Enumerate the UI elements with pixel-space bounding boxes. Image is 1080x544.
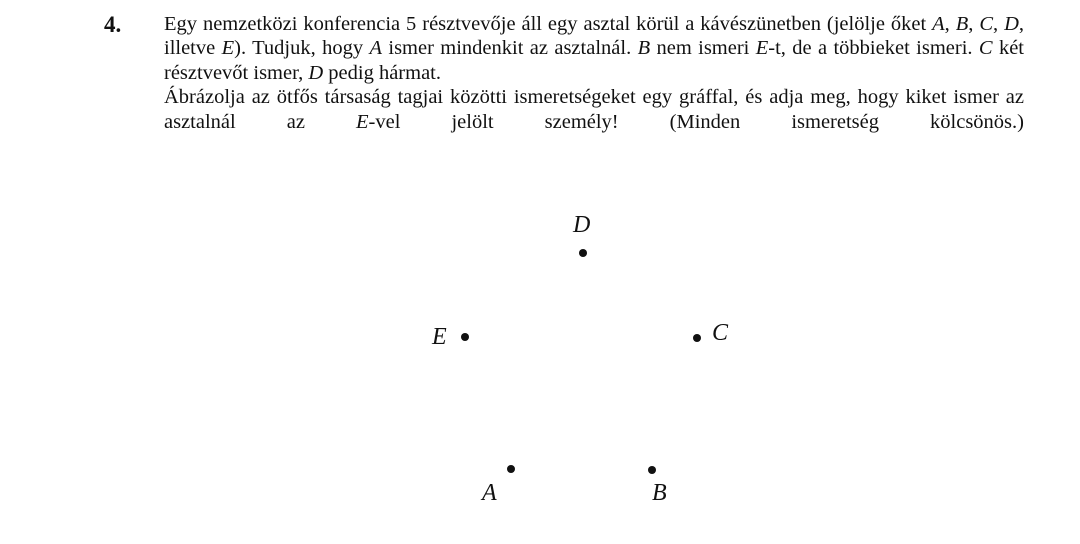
vertex-a-dot — [507, 465, 515, 473]
variable-letter: E — [356, 110, 369, 133]
variable-letter: B — [955, 13, 969, 35]
vertex-c-label: C — [712, 320, 729, 346]
vertex-e-dot — [461, 333, 469, 341]
variable-letter: A — [369, 37, 382, 60]
problem-text — [164, 12, 1024, 134]
variable-letter: E — [221, 37, 235, 60]
variable-letter: A — [932, 13, 945, 35]
vertex-e-label: E — [432, 324, 447, 350]
variable-letter: D — [308, 61, 324, 84]
variable-letter: B — [637, 37, 651, 60]
variable-letter: C — [978, 37, 993, 60]
vertex-c-dot — [693, 334, 701, 342]
vertex-b-dot — [648, 466, 656, 474]
variable-letter: C — [979, 13, 994, 35]
variable-letter: E — [755, 37, 769, 60]
problem-number: 4. — [104, 12, 122, 37]
vertex-a-label: A — [482, 480, 497, 506]
vertex-d-dot — [579, 249, 587, 257]
vertex-d-label: D — [573, 212, 591, 238]
problem-paragraph-2: Ábrázolja az ötfős társaság tagjai közötti ismeretségeket egy gráffal, és adja meg, hogy kiket ismer az asztalnál az E-vel jelölt személy! (Minden ismeretség kölcsönös.) — [164, 86, 1024, 133]
vertex-b-label: B — [652, 480, 667, 506]
problem-paragraph-1: Egy nemzetközi konferencia 5 résztvevője áll egy asztal körül a kávészünetben (jelölje őket A, B, C, D, illetve E). Tudjuk, hogy A ismer mindenkit az asztalnál. B nem ismeri E-t, de a többieket ismeri. C két résztvevőt ismer, D pedig hármat. — [164, 13, 1025, 84]
variable-letter: D — [1004, 13, 1019, 35]
